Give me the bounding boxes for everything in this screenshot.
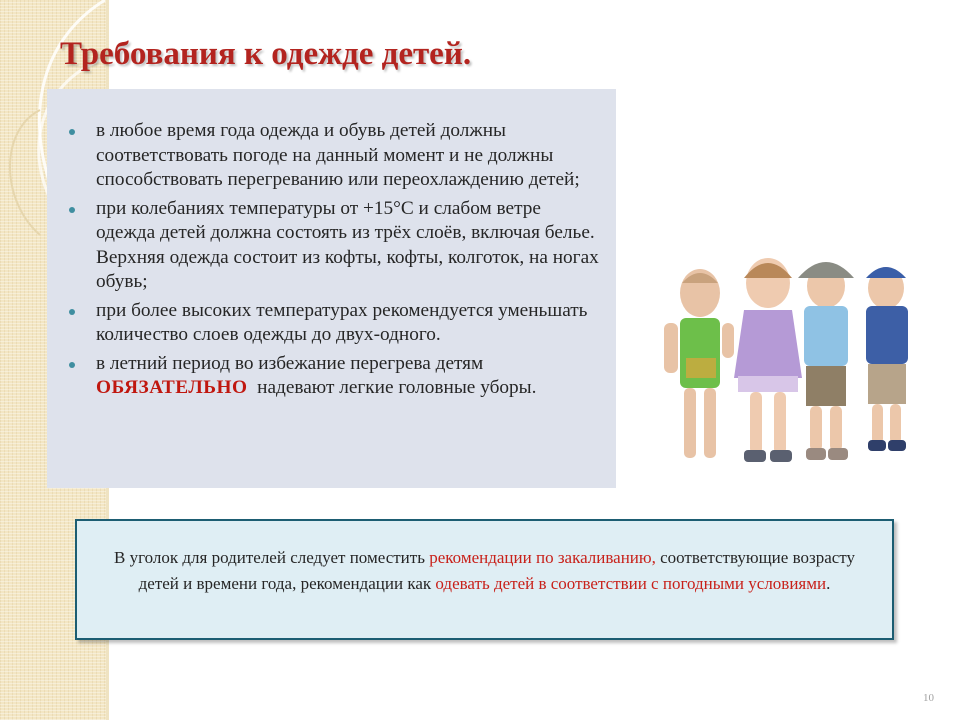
requirements-panel [47, 89, 616, 488]
page-number: 10 [923, 692, 934, 704]
note-part: . [826, 574, 831, 593]
parents-corner-note [75, 519, 894, 640]
note-part: соответствующие возрасту детей и времени года, рекомендации как [138, 548, 855, 593]
child-cap-boy-illustration [866, 267, 908, 451]
note-highlight: рекомендации по закаливанию, [429, 548, 656, 567]
bullet-text: в любое время года одежда и обувь детей должны соответствовать погоде на данный момент и не должны способствовать перегреванию или переохлаждению детей; [96, 120, 580, 190]
slide-title: Требования к одежде детей. [60, 36, 472, 72]
list-item [69, 299, 604, 348]
bullet-dot-icon [69, 362, 75, 368]
child-hat-boy-illustration [798, 262, 854, 460]
list-item [69, 352, 604, 401]
note-text [97, 545, 872, 597]
list-item [69, 119, 604, 193]
bullet-dot-icon [69, 207, 75, 213]
child-girl-illustration [734, 258, 802, 462]
bullet-text-start: в летний период во избежание перегрева детям [96, 352, 484, 374]
bullet-text: при колебаниях температуры от +15°С и слабом ветре одежда детей должна состоять из трёх слоёв, включая белье. Верхняя одежда состоит из кофты, кофты, колготок, на ногах обувь; [96, 197, 599, 292]
requirements-list [69, 119, 604, 401]
bullet-text-end: надевают легкие головные уборы. [247, 377, 537, 398]
note-part: В уголок для родителей следует поместить [113, 548, 430, 567]
mandatory-emphasis: ОБЯЗАТЕЛЬНО [96, 377, 248, 398]
bullet-dot-icon [69, 309, 75, 315]
child-toddler-illustration [664, 269, 734, 458]
children-photo [640, 238, 940, 478]
list-item [69, 197, 604, 295]
note-highlight: одевать детей в соответствии с погодными условиями [435, 574, 827, 593]
bullet-text: при более высоких температурах рекомендуется уменьшать количество слоев одежды до двух-одного. [96, 299, 588, 345]
bullet-dot-icon [69, 129, 75, 135]
